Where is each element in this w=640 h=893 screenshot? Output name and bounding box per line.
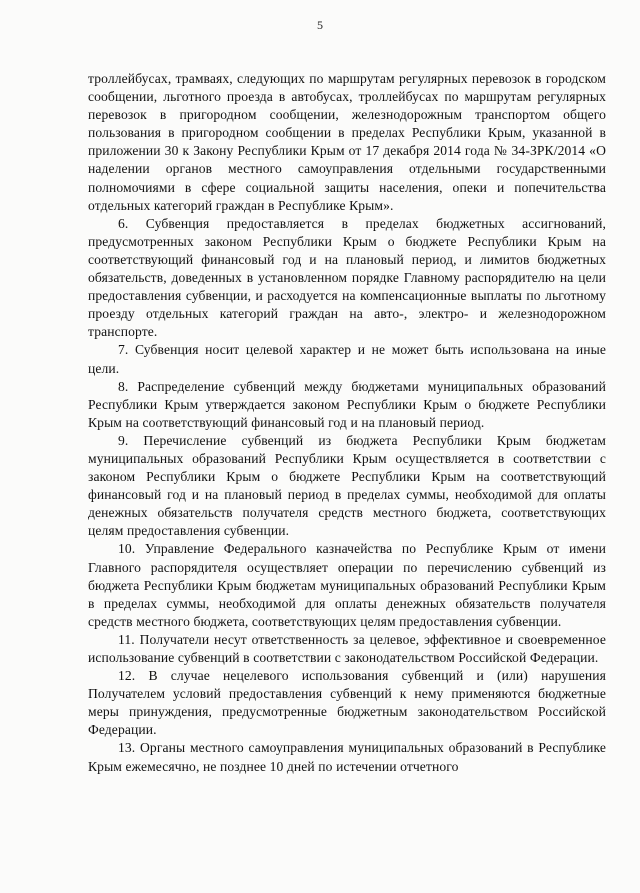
paragraph-9: 9. Перечисление субвенций из бюджета Республики Крым бюджетам муниципальных образований Республики Крым осуществляется в соответствии с законом Республики Крым о бюджете Республики Крым на соответствующий финансовый год и на плановый период в пределах суммы, необходимой для оплаты денежных обязательств получателя средств местного бюджета, соответствующих целям предоставления субвенции. [88, 432, 606, 539]
paragraph-10: 10. Управление Федерального казначейства по Республике Крым от имени Главного распорядителя осуществляет операции по перечислению субвенций из бюджета Республики Крым бюджетам муниципальных образований Республики Крым в пределах суммы, необходимой для оплаты денежных обязательств получателя средств местного бюджета, соответствующих целям предоставления субвенции. [88, 541, 606, 629]
paragraph-13: 13. Органы местного самоуправления муниципальных образований в Республике Крым ежемесячно, не позднее 10 дней по истечении отчетного [88, 740, 606, 774]
paragraph-11: 11. Получатели несут ответственность за целевое, эффективное и своевременное использование субвенций в соответствии с законодательством Российской Федерации. [88, 631, 606, 665]
paragraph-12: 12. В случае нецелевого использования субвенций и (или) нарушения Получателем условий предоставления субвенций к нему применяются бюджетные меры принуждения, предусмотренные бюджетным законодательством Российской Федерации. [88, 668, 606, 738]
paragraph-8: 8. Распределение субвенций между бюджетами муниципальных образований Республики Крым утверждается законом Республики Крым о бюджете Республики Крым на соответствующий финансовый год и на плановый период. [88, 378, 606, 430]
paragraph-6: 6. Субвенция предоставляется в пределах бюджетных ассигнований, предусмотренных законом Республики Крым о бюджете Республики Крым на соответствующий финансовый год и на плановый период, и лимитов бюджетных обязательств, доведенных в установленном порядке Главному распорядителю на цели предоставления субвенции, и расходуется на компенсационные выплаты по льготному проезду отдельных категорий граждан на авто-, электро- и железнодорожном транспорте. [88, 215, 606, 340]
paragraph-continued: троллейбусах, трамваях, следующих по маршрутам регулярных перевозок в городском сообщении, льготного проезда в автобусах, троллейбусах по маршрутам регулярных перевозок в пригородном сообщении, железнодорожным транспортом общего пользования в пригородном сообщении в пределах Республики Крым, указанной в приложении 30 к Закону Республики Крым от 17 декабря 2014 года № 34-ЗРК/2014 «О наделении органов местного самоуправления отдельными государственными полномочиями в сфере социальной защиты населения, опеки и попечительства отдельных категорий граждан в Республике Крым». [88, 71, 606, 213]
document-body [88, 70, 606, 776]
paragraph-7: 7. Субвенция носит целевой характер и не может быть использована на иные цели. [88, 342, 606, 376]
page-number: 5 [317, 18, 323, 32]
